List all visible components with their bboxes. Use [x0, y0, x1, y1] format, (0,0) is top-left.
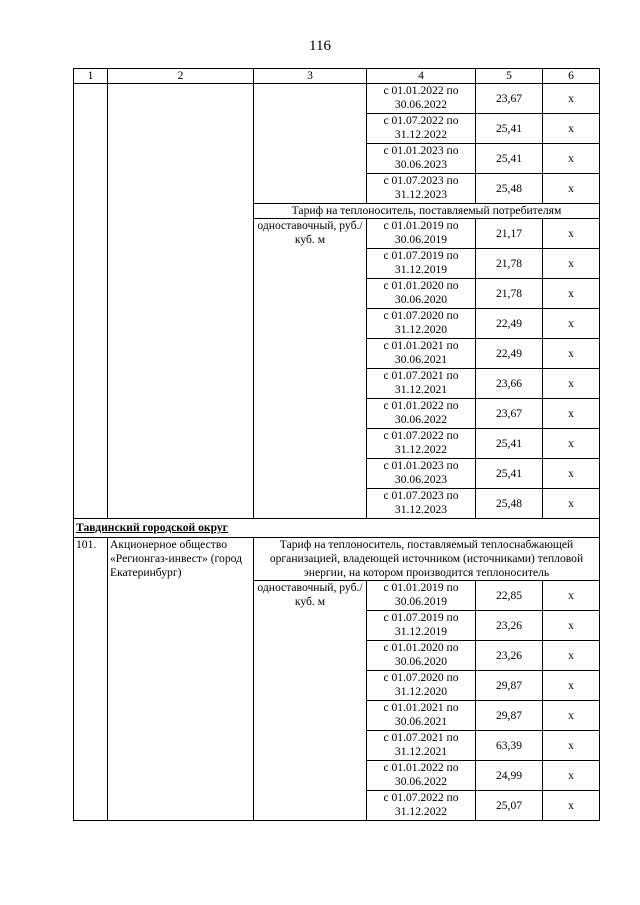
period-cell: с 01.07.2021 по 31.12.2021	[367, 731, 476, 761]
header-cell: 1	[74, 69, 108, 84]
mark-cell: х	[543, 641, 600, 671]
value-cell: 29,87	[476, 701, 543, 731]
mark-cell: х	[543, 581, 600, 611]
header-cell: 6	[543, 69, 600, 84]
value-cell: 24,99	[476, 761, 543, 791]
period-cell: с 01.07.2021 по 31.12.2021	[367, 369, 476, 399]
organization-cell	[108, 84, 254, 519]
mark-cell: х	[543, 249, 600, 279]
period-cell: с 01.07.2019 по 31.12.2019	[367, 249, 476, 279]
unit-cell: одноставочный, руб./куб. м	[254, 581, 367, 821]
number-cell	[74, 84, 108, 519]
value-cell: 25,48	[476, 174, 543, 204]
period-cell: с 01.07.2022 по 31.12.2022	[367, 429, 476, 459]
header-row	[74, 69, 600, 84]
mark-cell: х	[543, 339, 600, 369]
period-cell: с 01.01.2023 по 30.06.2023	[367, 144, 476, 174]
period-cell: с 01.07.2019 по 31.12.2019	[367, 611, 476, 641]
value-cell: 63,39	[476, 731, 543, 761]
mark-cell: х	[543, 174, 600, 204]
mark-cell: х	[543, 761, 600, 791]
mark-cell: х	[543, 309, 600, 339]
value-cell: 22,49	[476, 339, 543, 369]
value-cell: 21,78	[476, 249, 543, 279]
value-cell: 23,67	[476, 399, 543, 429]
period-cell: с 01.07.2020 по 31.12.2020	[367, 309, 476, 339]
unit-cell	[254, 84, 367, 204]
mark-cell: х	[543, 701, 600, 731]
period-cell: с 01.01.2020 по 30.06.2020	[367, 279, 476, 309]
period-cell: с 01.07.2022 по 31.12.2022	[367, 114, 476, 144]
mark-cell: х	[543, 114, 600, 144]
mark-cell: х	[543, 459, 600, 489]
period-cell: с 01.07.2023 по 31.12.2023	[367, 489, 476, 519]
period-cell: с 01.01.2023 по 30.06.2023	[367, 459, 476, 489]
value-cell: 22,49	[476, 309, 543, 339]
tariff-table	[73, 68, 600, 821]
table-row	[74, 84, 600, 114]
period-cell: с 01.01.2019 по 30.06.2019	[367, 581, 476, 611]
mark-cell: х	[543, 84, 600, 114]
mark-cell: х	[543, 791, 600, 821]
value-cell: 25,41	[476, 114, 543, 144]
organization-cell: Акционерное общество «Регионгаз-инвест» (город Екатеринбург)	[108, 538, 254, 821]
value-cell: 25,41	[476, 459, 543, 489]
period-cell: с 01.01.2022 по 30.06.2022	[367, 84, 476, 114]
mark-cell: х	[543, 279, 600, 309]
header-cell: 2	[108, 69, 254, 84]
mark-cell: х	[543, 144, 600, 174]
tariff-title: Тариф на теплоноситель, поставляемый потребителям	[254, 204, 600, 219]
mark-cell: х	[543, 731, 600, 761]
period-cell: с 01.07.2020 по 31.12.2020	[367, 671, 476, 701]
period-cell: с 01.01.2022 по 30.06.2022	[367, 761, 476, 791]
region-row	[74, 519, 600, 538]
number-cell: 101.	[74, 538, 108, 821]
value-cell: 25,41	[476, 144, 543, 174]
header-cell: 5	[476, 69, 543, 84]
value-cell: 23,67	[476, 84, 543, 114]
header-cell: 3	[254, 69, 367, 84]
mark-cell: х	[543, 219, 600, 249]
value-cell: 22,85	[476, 581, 543, 611]
value-cell: 21,78	[476, 279, 543, 309]
period-cell: с 01.01.2021 по 30.06.2021	[367, 701, 476, 731]
mark-cell: х	[543, 429, 600, 459]
period-cell: с 01.01.2022 по 30.06.2022	[367, 399, 476, 429]
value-cell: 23,26	[476, 611, 543, 641]
value-cell: 23,26	[476, 641, 543, 671]
value-cell: 25,41	[476, 429, 543, 459]
mark-cell: х	[543, 399, 600, 429]
period-cell: с 01.07.2023 по 31.12.2023	[367, 174, 476, 204]
region-title: Тавдинский городской округ	[74, 519, 600, 538]
mark-cell: х	[543, 369, 600, 399]
value-cell: 23,66	[476, 369, 543, 399]
period-cell: с 01.01.2019 по 30.06.2019	[367, 219, 476, 249]
mark-cell: х	[543, 671, 600, 701]
value-cell: 25,07	[476, 791, 543, 821]
value-cell: 21,17	[476, 219, 543, 249]
tariff-title: Тариф на теплоноситель, поставляемый теплоснабжающей организацией, владеющей источником (источниками) тепловой энергии, на котором производится теплоноситель	[254, 538, 600, 581]
value-cell: 25,48	[476, 489, 543, 519]
tariff-header-row	[74, 538, 600, 581]
page-number: 116	[309, 38, 331, 54]
header-cell: 4	[367, 69, 476, 84]
period-cell: с 01.01.2020 по 30.06.2020	[367, 641, 476, 671]
mark-cell: х	[543, 611, 600, 641]
value-cell: 29,87	[476, 671, 543, 701]
mark-cell: х	[543, 489, 600, 519]
unit-cell: одноставочный, руб./куб. м	[254, 219, 367, 519]
period-cell: с 01.07.2022 по 31.12.2022	[367, 791, 476, 821]
period-cell: с 01.01.2021 по 30.06.2021	[367, 339, 476, 369]
